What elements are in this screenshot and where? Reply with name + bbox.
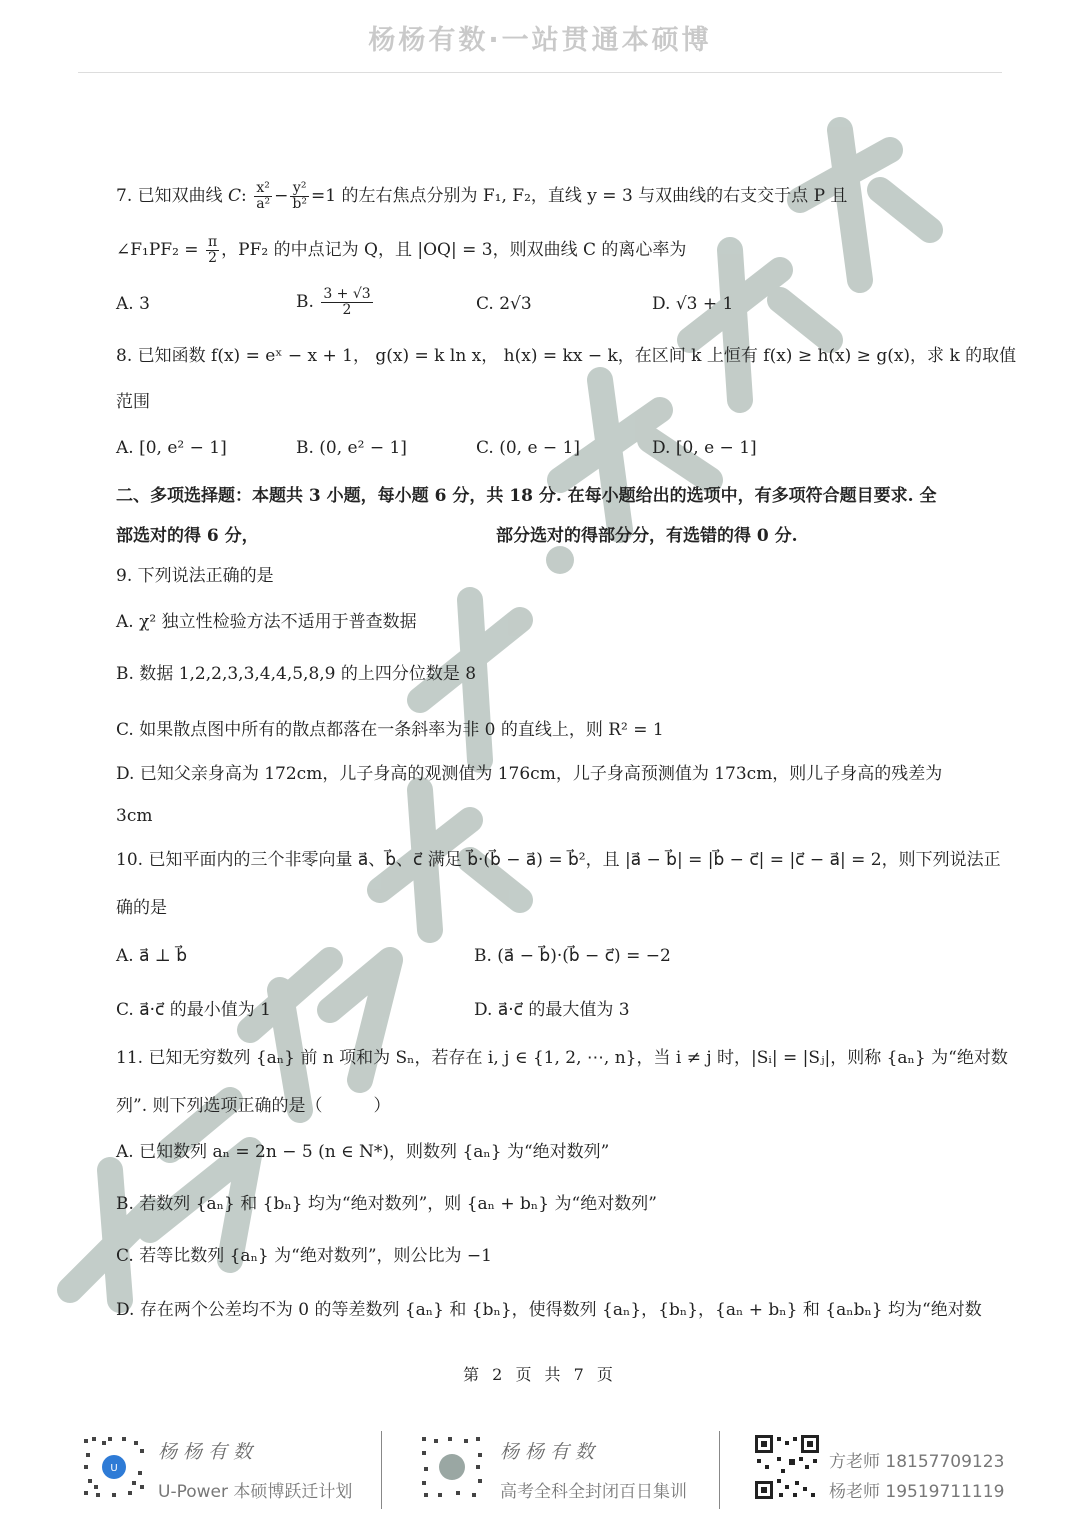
footer-brand-2: 杨杨有数 <box>500 1441 601 1463</box>
q9-option-c: C. 如果散点图中所有的散点都落在一条斜率为非 0 的直线上，则 R² = 1 <box>116 720 664 740</box>
footer-tagline-2: 高考全科全封闭百日集训 <box>500 1482 687 1502</box>
question-9-stem: 9. 下列说法正确的是 <box>116 566 274 586</box>
footer-contact-2: 杨老师 19519711119 <box>829 1482 1005 1502</box>
section-2-heading-line-1: 二、多项选择题：本题共 3 小题，每小题 6 分，共 18 分. 在每小题给出的选项中，有多项符合题目要求. 全 <box>116 486 937 506</box>
question-7-line-2 <box>116 232 950 268</box>
section-2-heading-line-2b: 部分选对的得部分分，有选错的得 0 分. <box>496 526 798 546</box>
q7-option-c: C. 2√3 <box>476 294 532 314</box>
question-10-line-2: 确的是 <box>116 898 167 918</box>
section-2-heading-line-2a: 部选对的得 6 分， <box>116 526 259 546</box>
q9-option-d-line-2: 3cm <box>116 806 153 826</box>
q7-angle-fraction: $\frac{\pi}{2}$ <box>207 234 218 266</box>
question-8-line-2: 范围 <box>116 392 150 412</box>
q9-option-b: B. 数据 1,2,2,3,3,4,4,5,8,9 的上四分位数是 8 <box>116 664 477 684</box>
q7-option-a: A. 3 <box>116 294 150 314</box>
footer <box>0 1425 1080 1520</box>
qr-code-icon <box>82 1435 146 1499</box>
question-10-line-1: 10. 已知平面内的三个非零向量 a⃗、b⃗、c⃗ 满足 b⃗·(b⃗ − a⃗) = b⃗²，且 |a⃗ − b⃗| = |b⃗ − c⃗| = |c⃗ − a⃗| = 2，则下列说法正 <box>116 850 1001 870</box>
page-number: 第 2 页 共 7 页 <box>463 1365 617 1384</box>
question-11-line-2: 列”. 则下列选项正确的是（ ） <box>116 1096 391 1116</box>
q7-angle-label: ∠F₁PF₂ = <box>116 240 199 260</box>
page-header-title: 杨杨有数·一站贯通本硕博 <box>368 25 712 56</box>
q9-option-a: A. χ² 独立性检验方法不适用于普查数据 <box>116 612 417 632</box>
q7-option-d: D. √3 + 1 <box>652 294 734 314</box>
q11-option-c: C. 若等比数列 {aₙ} 为“绝对数列”，则公比为 −1 <box>116 1246 492 1266</box>
q7-condition: =1 的左右焦点分别为 F₁, F₂，直线 y = 3 与双曲线的右支交于点 P 且 <box>310 186 848 206</box>
q9-option-d-line-1: D. 已知父亲身高为 172cm，儿子身高的观测值为 176cm，儿子身高预测值为 173cm，则儿子身高的残差为 <box>116 764 943 784</box>
q8-option-a: A. [0, e² − 1] <box>116 438 227 458</box>
qr-code-icon <box>420 1435 484 1499</box>
q7-fraction-x: $\frac{\text{x²}}{\text{a²}}$ <box>256 180 271 212</box>
q10-option-c: C. a⃗·c⃗ 的最小值为 1 <box>116 1000 272 1020</box>
qr-code-icon <box>755 1435 819 1499</box>
q8-option-c: C. (0, e − 1] <box>476 438 581 458</box>
q11-option-b: B. 若数列 {aₙ} 和 {bₙ} 均为“绝对数列”，则 {aₙ + bₙ} 为“绝对数列” <box>116 1194 657 1214</box>
q11-option-d: D. 存在两个公差均不为 0 的等差数列 {aₙ} 和 {bₙ}，使得数列 {aₙ}，{bₙ}，{aₙ + bₙ} 和 {aₙbₙ} 均为“绝对数 <box>116 1300 982 1320</box>
q10-option-d: D. a⃗·c⃗ 的最大值为 3 <box>474 1000 630 1020</box>
svg-text:U: U <box>110 1463 118 1474</box>
question-8-line-1: 8. 已知函数 f(x) = eˣ − x + 1， g(x) = k ln x， h(x) = kx − k，在区间 k 上恒有 f(x) ≥ h(x) ≥ g(x)，求 k 的取值 <box>116 346 1017 366</box>
q7-line-2-text: ，PF₂ 的中点记为 Q，且 |OQ| = 3，则双曲线 C 的离心率为 <box>221 240 687 260</box>
footer-divider-1 <box>381 1431 382 1509</box>
footer-contact-1: 方老师 18157709123 <box>829 1452 1005 1472</box>
footer-divider-2 <box>719 1431 720 1509</box>
q10-option-b: B. (a⃗ − b⃗)·(b⃗ − c⃗) = −2 <box>474 946 671 966</box>
q7-curve-name: C <box>228 186 242 206</box>
question-11-line-1: 11. 已知无穷数列 {aₙ} 前 n 项和为 Sₙ，若存在 i, j ∈ {1, 2, ⋯, n}，当 i ≠ j 时，|Sᵢ| = |Sⱼ|，则称 {aₙ} 为“绝对数 <box>116 1048 1008 1068</box>
q7-option-b: B. $\frac{3 + √3}{2}$ <box>296 286 371 318</box>
footer-brand-1: 杨杨有数 <box>158 1441 259 1463</box>
q8-option-d: D. [0, e − 1] <box>652 438 757 458</box>
q11-option-a: A. 已知数列 aₙ = 2n − 5 (n ∈ N*)，则数列 {aₙ} 为“绝对数列” <box>116 1142 610 1162</box>
header-divider <box>78 72 1002 73</box>
question-7-line-1: 7. 已知双曲线 C: $\frac{\text{x²}}{\text{a²}}$ − $\frac{\text{y²}}{\text{b²}}$ =1 的左右焦点分别为 F₁, F₂，直线 y = 3 与双曲线的右支交于点 P 且 <box>116 180 848 212</box>
q10-option-a: A. a⃗ ⊥ b⃗ <box>116 946 188 966</box>
q8-option-b: B. (0, e² − 1] <box>296 438 407 458</box>
q7-option-b-fraction: $\frac{3 + √3}{2}$ <box>323 286 371 318</box>
footer-tagline-1: U-Power 本硕博跃迁计划 <box>158 1482 353 1502</box>
q7-prefix: 7. 已知双曲线 <box>116 186 223 206</box>
q7-fraction-y: $\frac{\text{y²}}{\text{b²}}$ <box>292 180 307 212</box>
